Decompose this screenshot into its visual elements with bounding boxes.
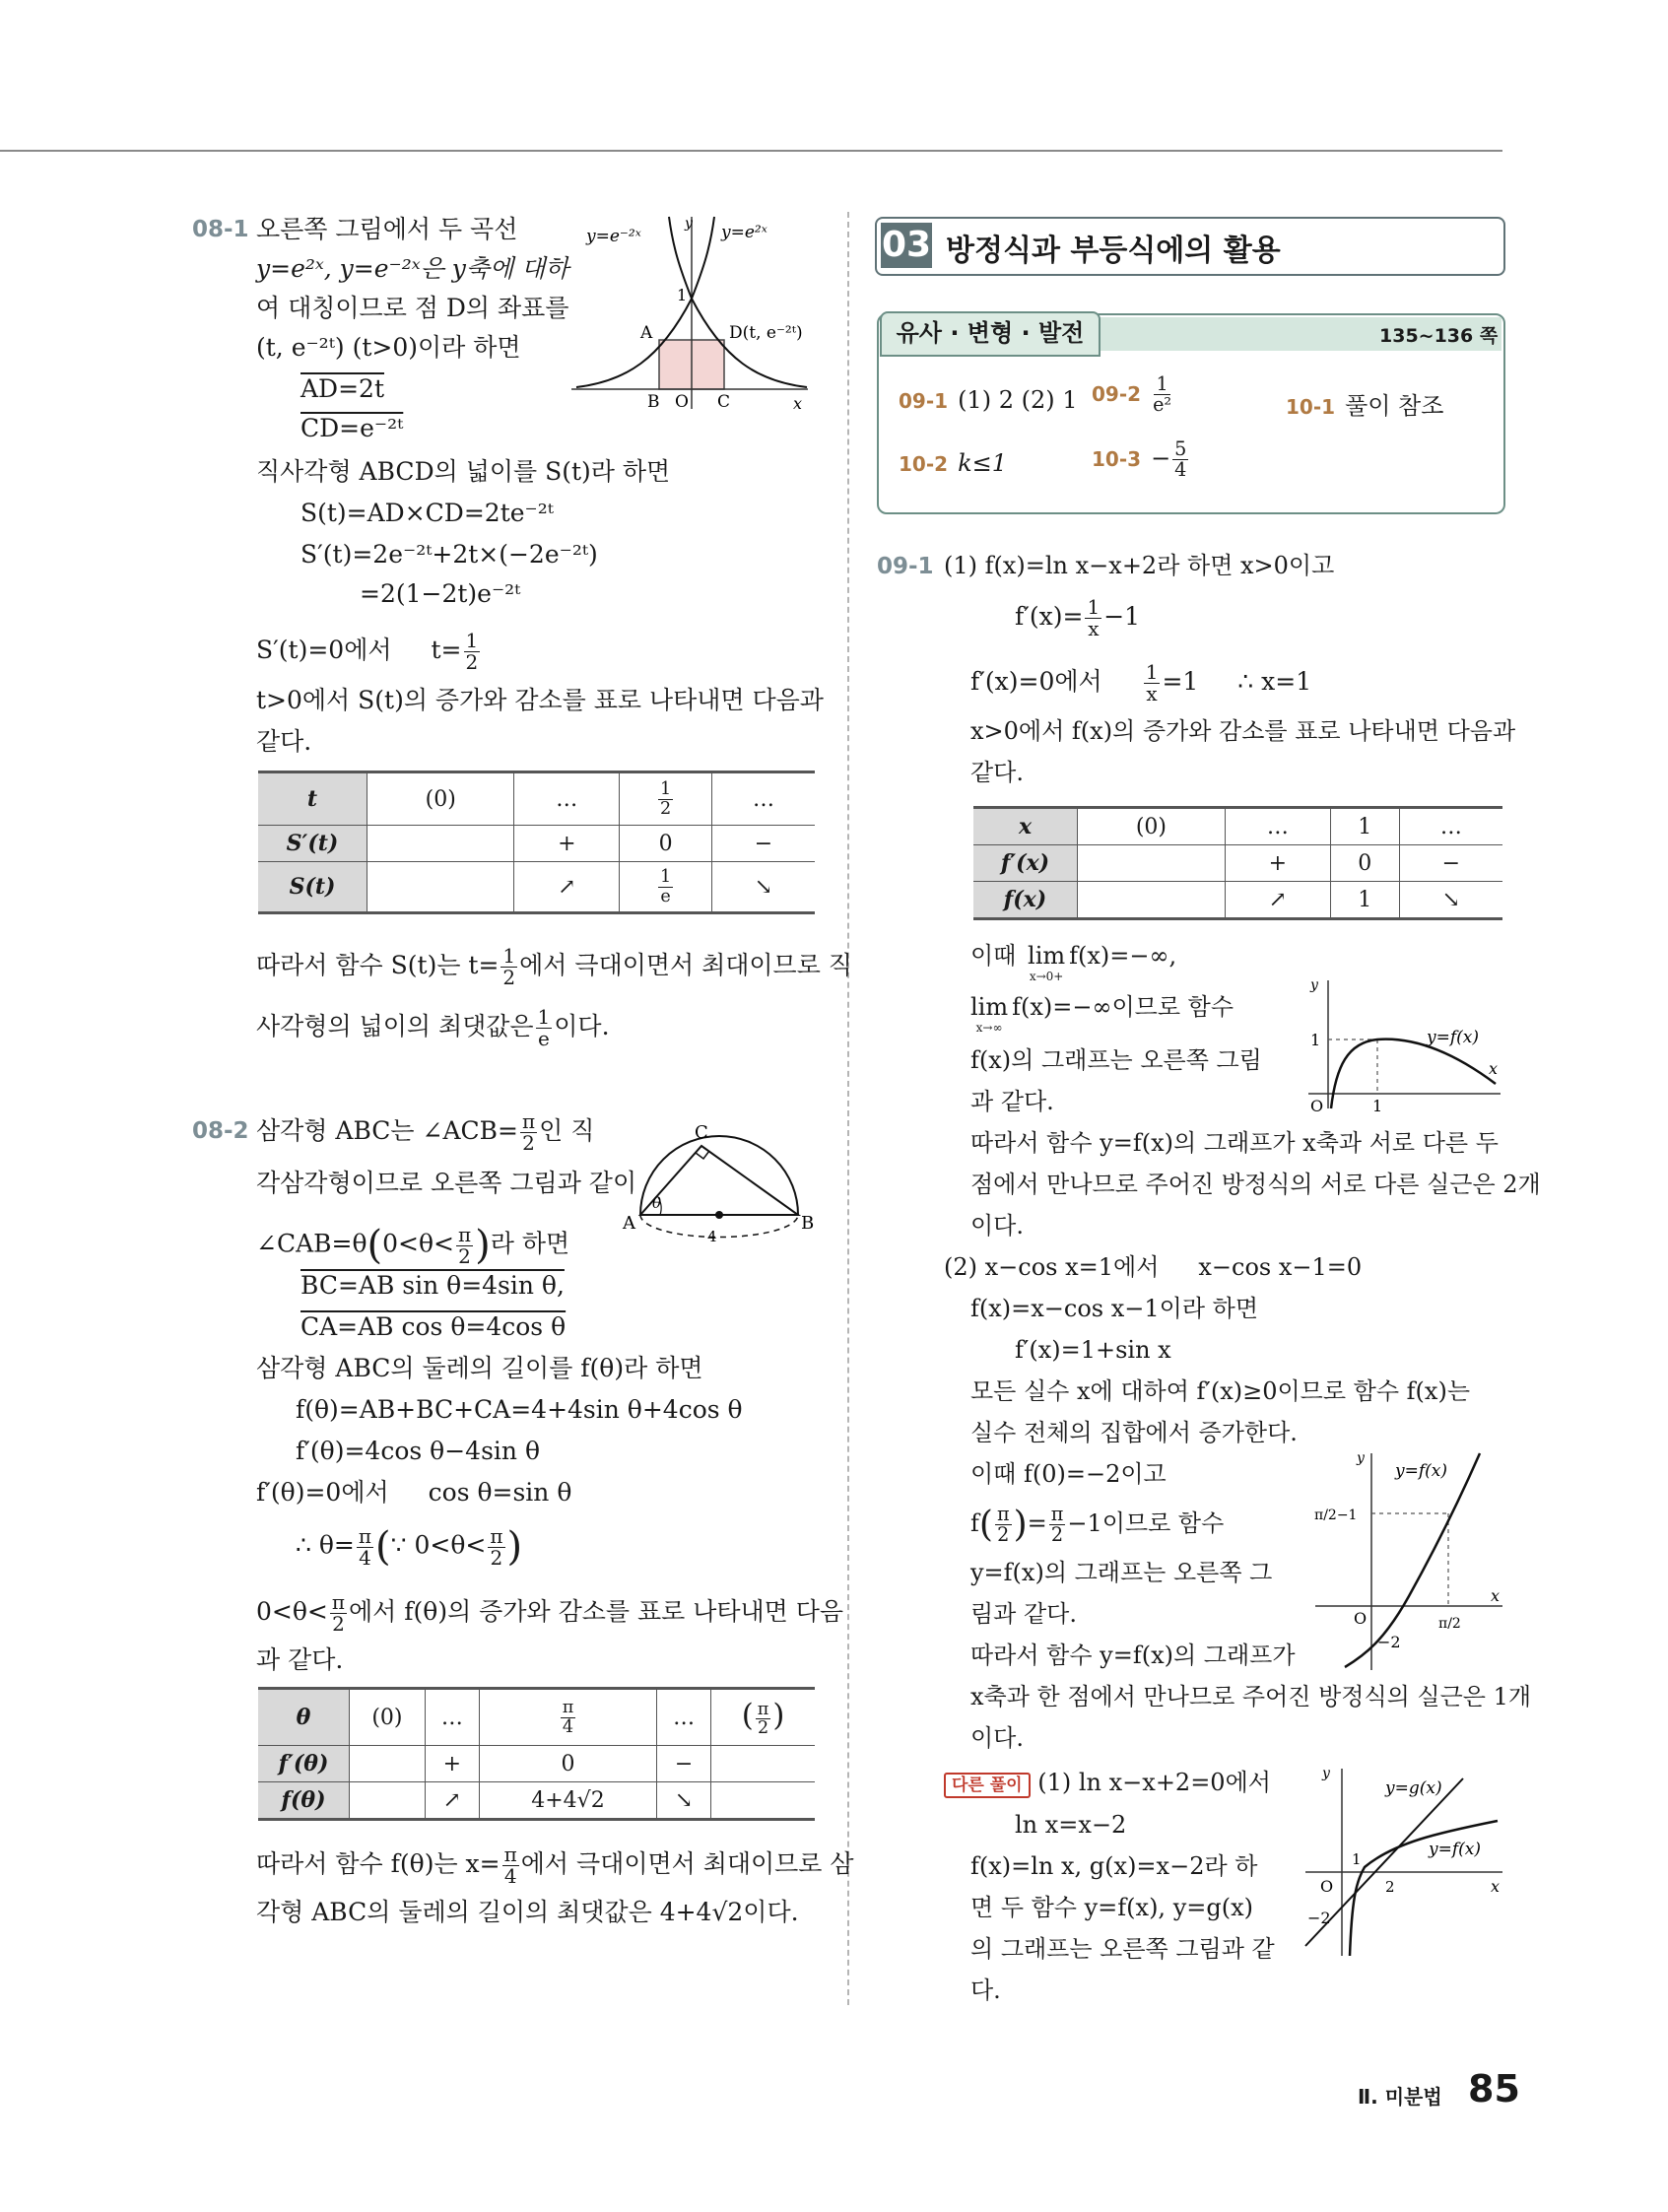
formula: f′(θ)=4cos θ−4sin θ <box>296 1437 540 1465</box>
point-label: O <box>675 392 689 412</box>
text-line: 따라서 함수 y=f(x)의 그래프가 x축과 서로 다른 두 <box>970 1129 1499 1157</box>
formula: f′(x)= $\frac{1}{x}$ −1 <box>1015 595 1141 640</box>
text-line: 직사각형 ABCD의 넓이를 S(t)라 하면 <box>256 457 671 486</box>
column-divider <box>847 212 849 2005</box>
text-line: 같다. <box>970 759 1024 786</box>
curve-label-left: y=e⁻²ˣ <box>586 227 641 246</box>
chapter-label: Ⅱ. 미분법 <box>1358 2085 1442 2109</box>
log-and-line-graph-figure <box>1301 1764 1507 1961</box>
tick-label: 1 <box>1310 1031 1321 1049</box>
text-line: (t, e⁻²ᵗ) (t>0)이라 하면 <box>256 333 521 362</box>
answer-box-tab: 유사 · 변형 · 발전 <box>880 311 1101 357</box>
text-line: x축과 한 점에서 만나므로 주어진 방정식의 실근은 1개 <box>970 1683 1532 1710</box>
axis-label: x <box>1491 1877 1501 1896</box>
text-line: f(x)의 그래프는 오른쪽 그림 <box>970 1046 1262 1074</box>
text-line: 각형 ABC의 둘레의 길이의 최댓값은 4+4√2이다. <box>256 1898 799 1926</box>
triangle-abc <box>640 1146 798 1215</box>
answer-item: 10-3 − $\frac{5}{4}$ <box>1092 437 1187 482</box>
text-line: 따라서 함수 y=f(x)의 그래프가 <box>970 1642 1296 1669</box>
text-line: 삼각형 ABC의 둘레의 길이를 f(θ)라 하면 <box>256 1354 703 1382</box>
text-line: 림과 같다. <box>970 1600 1077 1628</box>
text-line: y=e²ˣ, y=e⁻²ˣ은 y축에 대하 <box>256 254 569 283</box>
center-point <box>715 1211 723 1219</box>
formula: BC=AB sin θ=4sin θ, <box>300 1271 565 1300</box>
text-line: 오른쪽 그림에서 두 곡선 <box>256 215 518 243</box>
origin-label: O <box>1354 1609 1368 1628</box>
answer-pages: 135~136 쪽 <box>1379 325 1499 347</box>
text-line: 이다. <box>970 1212 1024 1240</box>
text-line: t>0에서 S(t)의 증가와 감소를 표로 나타내면 다음과 <box>256 686 824 714</box>
formula: f(θ)=AB+BC+CA=4+4sin θ+4cos θ <box>296 1395 743 1424</box>
text-line: 사각형의 넓이의 최댓값은 $\frac{1}{e}$ 이다. <box>256 1005 610 1050</box>
section-title: 방정식과 부등식에의 활용 <box>946 234 1281 268</box>
text-line: x>0에서 f(x)의 증가와 감소를 표로 나타내면 다음과 <box>970 717 1516 745</box>
curve-label: y=f(x) <box>1427 1028 1479 1047</box>
axis-label: x <box>1491 1586 1501 1605</box>
text-line: 모든 실수 x에 대하여 f′(x)≥0이므로 함수 f(x)는 <box>970 1377 1471 1405</box>
tick-label: 1 <box>677 286 688 304</box>
text-line: y=f(x)의 그래프는 오른쪽 그 <box>970 1559 1273 1586</box>
axis-label: y <box>1310 977 1318 993</box>
point-label: A <box>623 1213 635 1234</box>
text-line: (1) f(x)=ln x−x+2라 하면 x>0이고 <box>944 552 1335 579</box>
text-line: f(x)=ln x, g(x)=x−2라 하 <box>970 1852 1258 1880</box>
text-line: 실수 전체의 집합에서 증가한다. <box>970 1419 1298 1446</box>
tick-label: −2 <box>1377 1633 1401 1651</box>
text-line: 다. <box>970 1977 1001 2004</box>
formula: S′(t)=2e⁻²ᵗ+2t×(−2e⁻²ᵗ) <box>300 540 598 569</box>
tick-label: 1 <box>1372 1097 1383 1113</box>
formula: S(t)=AD×CD=2te⁻²ᵗ <box>300 499 554 527</box>
tick-label: 1 <box>1352 1850 1362 1868</box>
page-number: 85 <box>1468 2067 1520 2111</box>
curve-fx <box>1345 1453 1480 1667</box>
text-line: 이다. <box>970 1724 1024 1752</box>
tick-label: π/2−1 <box>1314 1508 1358 1523</box>
text-line: 따라서 함수 S(t)는 t= $\frac{1}{2}$ 에서 극대이면서 최대이므로 직 <box>256 944 852 989</box>
formula: AD=2t <box>300 374 384 403</box>
formula: f′(θ)=0에서 cos θ=sin θ <box>256 1478 572 1507</box>
formula: CA=AB cos θ=4cos θ <box>300 1312 567 1341</box>
problem-number: 08-2 <box>192 1118 249 1144</box>
answer-item: 09-1 (1) 2 (2) 1 <box>899 386 1078 414</box>
curve-fx <box>1331 1039 1499 1108</box>
text-line: 점에서 만나므로 주어진 방정식의 서로 다른 실근은 2개 <box>970 1171 1541 1198</box>
point-label: B <box>801 1213 815 1234</box>
text-line: f(x)=x−cos x−1이라 하면 <box>970 1295 1259 1322</box>
semicircle-triangle-figure <box>611 1113 823 1251</box>
curve-label: y=g(x) <box>1385 1778 1442 1798</box>
text-line: 각삼각형이므로 오른쪽 그림과 같이 <box>256 1169 637 1197</box>
answer-item: 10-1 풀이 참조 <box>1286 392 1444 420</box>
text-line: (2) x−cos x=1에서 x−cos x−1=0 <box>944 1253 1363 1281</box>
formula: f′(x)=0에서 $\frac{1}{x}$ =1 ∴ x=1 <box>970 660 1312 705</box>
text-line: 이때 lim x→0+ f(x)=−∞, <box>970 942 1177 983</box>
text-line: lim x→∞ f(x)=−∞이므로 함수 <box>970 993 1234 1035</box>
header-rule <box>0 150 1502 152</box>
formula: ∴ θ= $\frac{\pi}{4}$ (∵ 0<θ< $\frac{\pi}{2}$ ) <box>296 1523 523 1570</box>
answer-item: 10-2 k≤1 <box>899 449 1007 477</box>
text-line: 의 그래프는 오른쪽 그림과 같 <box>970 1935 1275 1963</box>
tick-label: −2 <box>1307 1909 1331 1927</box>
origin-label: O <box>1310 1097 1324 1113</box>
point-label: A <box>640 323 653 343</box>
formula: CD=e⁻²ᵗ <box>300 414 404 442</box>
exponential-curves-figure <box>567 212 823 419</box>
tick-label: π/2 <box>1438 1616 1461 1632</box>
formula: S′(t)=0에서 t= $\frac{1}{2}$ <box>256 629 479 674</box>
text-line: 여 대칭이므로 점 D의 좌표를 <box>256 294 569 322</box>
right-angle-mark <box>696 1151 709 1159</box>
problem-number: 09-1 <box>877 554 934 579</box>
problem-number: 08-1 <box>192 217 249 242</box>
point-label: B <box>647 392 660 412</box>
point-label: C <box>695 1122 708 1143</box>
point-label: C <box>717 392 731 412</box>
increase-decrease-table: θ (0) … $\frac{\pi}{4}$ … ( $\frac{\pi}{2}$ ) f′(θ) + 0 − f(θ) ↗ 4+4√2 ↘ <box>258 1687 815 1821</box>
origin-label: O <box>1320 1877 1334 1896</box>
text-line: 과 같다. <box>970 1088 1054 1115</box>
axis-label: y <box>1322 1766 1330 1781</box>
formula: f( $\frac{\pi}{2}$ )= $\frac{\pi}{2}$ −1이므로 함수 <box>970 1502 1225 1547</box>
axis-label: y <box>685 216 693 232</box>
axis-label: y <box>1357 1450 1365 1466</box>
text-line: 따라서 함수 f(θ)는 x= $\frac{\pi}{4}$ 에서 극대이면서 최대이므로 삼 <box>256 1843 854 1888</box>
text-line: 다른 풀이 (1) ln x−x+2=0에서 <box>944 1769 1271 1798</box>
increase-decrease-table: t (0) … $\frac{1}{2}$ … S′(t) + 0 − S(t) ↗ $\frac{1}{e}$ ↘ <box>258 771 815 914</box>
x-minus-cos-graph-figure <box>1310 1448 1507 1675</box>
text-line: ∠CAB=θ(0<θ< $\frac{\pi}{2}$ )라 하면 <box>256 1222 570 1268</box>
curve-label-right: y=e²ˣ <box>721 223 767 242</box>
text-line: 삼각형 ABC는 ∠ACB= $\frac{\pi}{2}$ 인 직 <box>256 1109 595 1155</box>
curve-label: y=f(x) <box>1429 1840 1481 1859</box>
axis-label: x <box>793 394 803 413</box>
length-label: 4 <box>707 1228 717 1245</box>
fraction: $\frac{1}{2}$ <box>465 629 479 674</box>
answer-item: 09-2 $\frac{1}{\text{e²}}$ <box>1092 372 1172 417</box>
text-line: 이때 f(0)=−2이고 <box>970 1460 1167 1488</box>
angle-label: θ <box>652 1194 662 1212</box>
ln-graph-figure <box>1299 975 1505 1113</box>
text-line: 0<θ< $\frac{\pi}{2}$ 에서 f(θ)의 증가와 감소를 표로 나타내면 다음 <box>256 1590 844 1636</box>
axis-label: x <box>1489 1059 1499 1078</box>
text-line: 면 두 함수 y=f(x), y=g(x) <box>970 1894 1253 1921</box>
curve-label: y=f(x) <box>1395 1461 1447 1481</box>
alternate-solution-tag: 다른 풀이 <box>944 1773 1031 1798</box>
semicircle <box>640 1136 798 1215</box>
formula: =2(1−2t)e⁻²ᵗ <box>360 579 521 608</box>
text-line: 과 같다. <box>256 1645 344 1674</box>
formula: f′(x)=1+sin x <box>1015 1336 1171 1364</box>
text-line: 같다. <box>256 727 312 756</box>
formula: ln x=x−2 <box>1015 1811 1127 1839</box>
tick-label: 2 <box>1385 1878 1395 1896</box>
point-label: D(t, e⁻²ᵗ) <box>729 323 803 343</box>
section-number: 03 <box>881 223 932 268</box>
increase-decrease-table: x (0) … 1 … f′(x) + 0 − f(x) ↗ 1 ↘ <box>973 806 1502 920</box>
